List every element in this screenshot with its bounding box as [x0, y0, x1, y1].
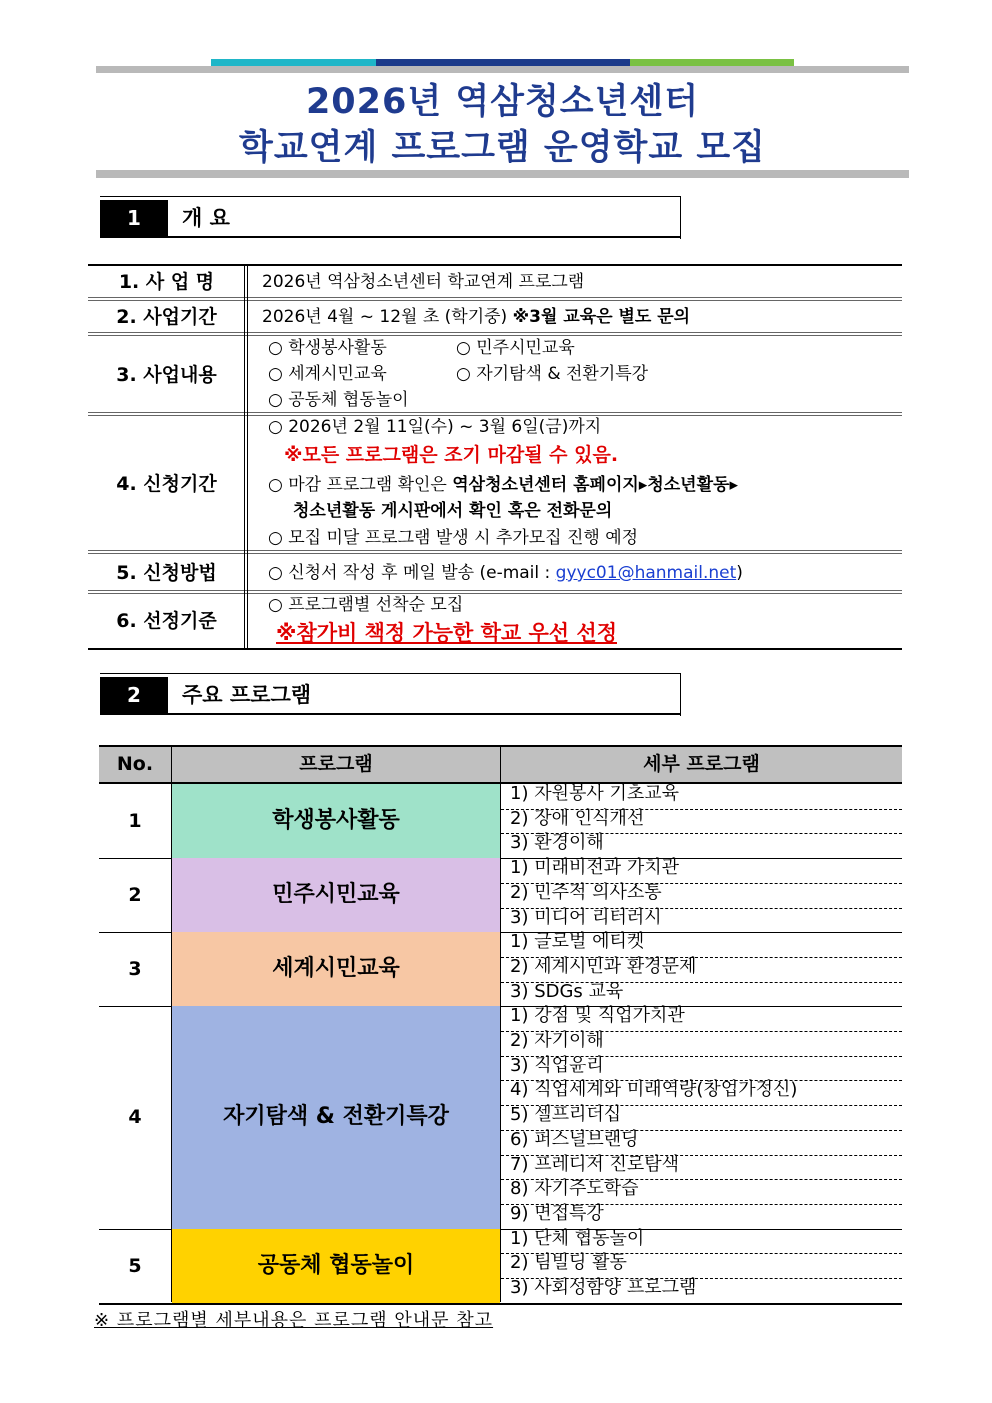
overview-label-name: 1. 사 업 명 — [118, 271, 215, 293]
program-number: 2 — [128, 884, 142, 907]
program-detail-item: 2) 민주적 의사소통 — [510, 881, 662, 903]
overview-criteria-priority: ※참가비 책정 가능한 학교 우선 선정 — [276, 621, 617, 645]
program-number: 5 — [128, 1254, 142, 1277]
program-name: 민주시민교육 — [172, 858, 500, 932]
page-title-line2: 학교연계 프로그램 운영학교 모집 — [239, 128, 766, 168]
program-detail-item: 6) 퍼스널브랜딩 — [510, 1128, 639, 1150]
page-title-line1: 2026년 역삼청소년센터 — [305, 82, 700, 122]
program-detail-item: 3) 환경이해 — [510, 832, 604, 854]
overview-content-item-1: ○ 학생봉사활동 — [268, 338, 387, 358]
overview-label-method: 5. 신청방법 — [116, 562, 217, 584]
program-header-detail: 세부 프로그램 — [501, 746, 902, 782]
program-detail-item: 3) 사회성함양 프로그램 — [510, 1277, 697, 1298]
overview-value-period: 2026년 4월 ~ 12월 초 (학기중) ※3월 교육은 별도 문의 — [262, 307, 691, 327]
header-accent-teal — [211, 59, 376, 66]
program-detail-item: 1) 미래비전과 가치관 — [510, 857, 680, 879]
overview-content-item-3: ○ 세계시민교육 — [268, 364, 387, 384]
overview-period-note: ※3월 교육은 별도 문의 — [512, 307, 691, 327]
overview-label-apply-period: 4. 신청기간 — [116, 473, 217, 495]
program-detail-item: 3) SDGs 교육 — [510, 980, 624, 1002]
header-accent-navy — [376, 59, 630, 66]
program-detail-item: 7) 프레디저 진로탐색 — [510, 1153, 680, 1175]
overview-criteria-1: ○ 프로그램별 선착순 모집 — [268, 595, 464, 615]
program-detail-item: 2) 팀빌딩 활동 — [510, 1252, 627, 1274]
program-detail-item: 2) 장애 인식개선 — [510, 807, 645, 829]
program-name: 자기탐색 & 전환기특강 — [172, 1006, 500, 1228]
overview-value-name: 2026년 역삼청소년센터 학교연계 프로그램 — [262, 272, 585, 292]
email-link[interactable]: gyyc01@hanmail.net — [555, 563, 737, 583]
program-detail-item: 2) 세계시민과 환경문제 — [510, 955, 697, 977]
program-detail-item: 3) 직업윤리 — [510, 1054, 604, 1076]
overview-content-item-4: ○ 자기탐색 & 전환기특강 — [456, 364, 649, 384]
header-top-bar — [96, 66, 909, 73]
program-name: 학생봉사활동 — [172, 784, 500, 858]
section1-underline — [100, 236, 680, 238]
section1-number: 1 — [100, 200, 168, 236]
program-number: 3 — [128, 958, 142, 981]
row-divider — [99, 1303, 902, 1305]
overview-apply-check: ○ 마감 프로그램 확인은 역삼청소년센터 홈페이지▸청소년활동▸ — [268, 475, 738, 495]
section2-underline — [100, 713, 680, 715]
overview-apply-dates: ○ 2026년 2월 11일(수) ~ 3월 6일(금)까지 — [268, 417, 602, 437]
program-number: 4 — [128, 1106, 142, 1129]
section2-number: 2 — [100, 677, 168, 713]
program-detail-item: 1) 강점 및 직업가치관 — [510, 1005, 685, 1027]
overview-apply-check-cont: 청소년활동 게시판에서 확인 혹은 전화문의 — [293, 501, 613, 521]
program-detail-item: 9) 면접특강 — [510, 1202, 604, 1224]
program-detail-item: 4) 직업세계와 미래역량(창업가정신) — [510, 1079, 798, 1101]
program-detail-item: 8) 자기주도학습 — [510, 1178, 639, 1200]
header-accent-green — [630, 59, 794, 66]
overview-label-criteria: 6. 선정기준 — [116, 610, 217, 632]
program-name: 세계시민교육 — [172, 932, 500, 1006]
footer-note: ※ 프로그램별 세부내용은 프로그램 안내문 참고 — [94, 1310, 494, 1331]
overview-value-method: ○ 신청서 작성 후 메일 발송 (e-mail : gyyc01@hanmail.net) — [268, 563, 743, 583]
overview-content-item-5: ○ 공동체 협동놀이 — [268, 390, 409, 410]
program-number: 1 — [128, 810, 142, 832]
section1-title: 개 요 — [182, 206, 230, 230]
section2-title: 주요 프로그램 — [182, 683, 312, 707]
overview-label-content: 3. 사업내용 — [116, 364, 217, 386]
overview-label-period: 2. 사업기간 — [116, 306, 217, 328]
program-header-program: 프로그램 — [172, 746, 500, 782]
program-detail-item: 1) 글로벌 에티켓 — [510, 931, 645, 953]
program-header-no: No. — [99, 746, 171, 782]
program-detail-item: 1) 자원봉사 기초교육 — [510, 783, 680, 804]
header-bottom-bar — [96, 170, 909, 178]
overview-apply-warning: ※모든 프로그램은 조기 마감될 수 있음. — [284, 444, 619, 466]
program-detail-item: 5) 셀프리더십 — [510, 1104, 622, 1126]
program-detail-item: 2) 자기이해 — [510, 1030, 604, 1051]
overview-apply-extra: ○ 모집 미달 프로그램 발생 시 추가모집 진행 예정 — [268, 528, 639, 548]
program-detail-item: 1) 단체 협동놀이 — [510, 1227, 645, 1249]
program-name: 공동체 협동놀이 — [172, 1229, 500, 1303]
overview-content-item-2: ○ 민주시민교육 — [456, 338, 575, 358]
program-detail-item: 3) 미디어 리터러시 — [510, 906, 662, 928]
